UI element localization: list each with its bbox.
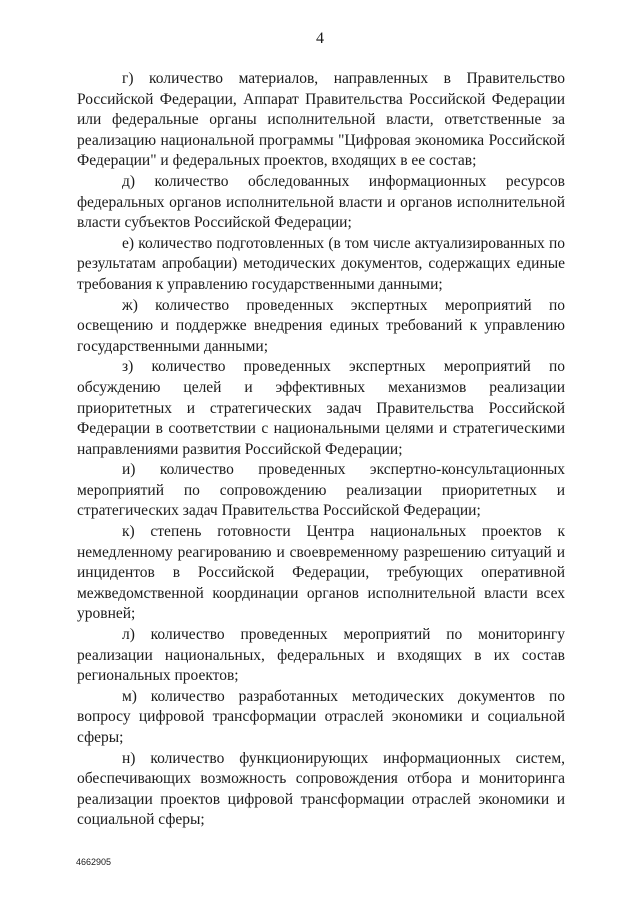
list-item-zh: ж) количество проведенных экспертных мероприятий по освещению и поддержке внедрения единых требований к управлению государственными данными; bbox=[77, 296, 565, 355]
list-item-n: н) количество функционирующих информационных систем, обеспечивающих возможность сопровождения отбора и мониторинга реализации проектов цифровой трансформации отраслей экономики и социальной сферы; bbox=[77, 749, 565, 829]
document-code: 4662905 bbox=[76, 857, 112, 867]
page-number: 4 bbox=[316, 30, 324, 47]
list-item-k: к) степень готовности Центра национальных проектов к немедленному реагированию и своевременному разрешению ситуаций и инцидентов в Российской Федерации, требующих оперативной межведомственной координации органов исполнительной власти всех уровней; bbox=[77, 523, 565, 623]
list-item-g: г) количество материалов, направленных в Правительство Российской Федерации, Аппарат Правительства Российской Федерации или федеральные органы исполнительной власти, ответственные за реализацию национальной программы "Цифровая экономика Российской Федерации" и федеральных проектов, входящих в ее состав; bbox=[77, 70, 565, 170]
list-item-d: д) количество обследованных информационных ресурсов федеральных органов исполнительной власти и органов исполнительной власти субъектов Российской Федерации; bbox=[77, 172, 565, 232]
list-item-m: м) количество разработанных методических документов по вопросу цифровой трансформации отраслей экономики и социальной сферы; bbox=[77, 687, 565, 746]
list-item-i: и) количество проведенных экспертно-консультационных мероприятий по сопровождению реализации приоритетных и стратегических задач Правительства Российской Федерации; bbox=[77, 461, 565, 520]
list-item-l: л) количество проведенных мероприятий по мониторингу реализации национальных, федеральных и входящих в их состав региональных проектов; bbox=[77, 626, 565, 685]
list-item-e: е) количество подготовленных (в том числе актуализированных по результатам апробации) методических документов, содержащих единые требования к управлению государственными данными; bbox=[77, 234, 565, 293]
document-body bbox=[77, 69, 565, 831]
list-item-z: з) количество проведенных экспертных мероприятий по обсуждению целей и эффективных механизмов реализации приоритетных и стратегических задач Правительства Российской Федерации в соответствии с национальными целями и стратегическими направлениями развития Российской Федерации; bbox=[77, 358, 565, 458]
